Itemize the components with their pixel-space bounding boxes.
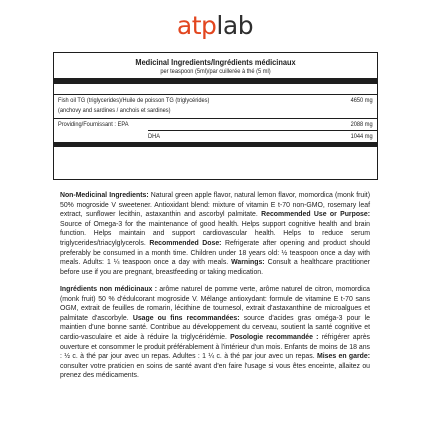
nmi-body: Natural green apple flavor, natural lemon flavor, momordica (monk fruit) 50% mogroside V sweetener. Antioxidant blend: mixture of vitamin E t-70 non-GMO, rosemary leaf extract, sunflower lecithin, astaxanthin and ascorbyl palmitate. — [60, 192, 371, 219]
nmi-heading: Ingrédients non médicinaux : — [60, 286, 157, 293]
dose-heading: Posologie recommandée : — [230, 333, 319, 341]
dose-body: réfrigérer après ouverture et consommer le produit préférablement à l'intérieur d'un mois. Enfants de moins de 18 ans : ½ c. à thé par jour avec un repas. Adultes : 1 ¼ c. à thé par jour avec un repas. — [60, 333, 370, 361]
ingredient-amount: 4650 mg — [350, 97, 373, 104]
ingredient-label: Fish oil TG (triglycerides)/Huile de poisson TG (triglycérides) — [58, 97, 210, 104]
use-body: source d'acides gras oméga-3 pour le maintien d'une bonne santé. Contribue au développement du cerveau, soutient la santé cognitive et cardio-vasculaire et aide à réduire la triglycéridémie. — [60, 314, 370, 341]
warnings-heading: Mises en garde: — [317, 353, 370, 361]
ingredient-row-dha — [58, 131, 373, 142]
ingredient-label: Providing/Fournissant : EPA — [58, 121, 129, 128]
french-paragraph — [60, 285, 370, 381]
panel-title: Medicinal Ingredients/Ingrédients médicinaux — [135, 57, 296, 67]
brand-logo — [0, 11, 430, 41]
use-heading: Usage ou fins recommandées: — [132, 314, 240, 322]
dose-body: Refrigerate after opening and product should preferably be consumed in a month time. Children under 18 years old: ½ teaspoon once a day with meals. Adults: 1 ¼ teaspoon once a day with meals. — [60, 239, 370, 267]
ingredient-amount: 1044 mg — [350, 133, 373, 140]
ingredient-source-note: (anchovy and sardines / anchois et sardines) — [58, 107, 171, 114]
panel-subtitle: per teaspoon (5ml)/par cuillerée à thé (5 ml) — [160, 68, 271, 75]
warnings-heading: Warnings: — [231, 259, 265, 267]
medicinal-ingredients-panel — [53, 52, 378, 180]
warnings-body: consulter votre praticien en soins de santé avant d'en faire l'usage si vous êtes enceinte, allaitez ou prenez des médicaments. — [60, 362, 370, 380]
use-body: Source of Omega-3 for the maintenance of good health. Helps support cognitive health and brain function. Helps maintain and support cardiovascular health. Helps to reduce serum triglycerides/triacylglycerols. — [60, 220, 370, 247]
nmi-heading: Non-Medicinal Ingredients: — [60, 192, 149, 199]
ingredient-amount: 2088 mg — [350, 121, 373, 128]
english-paragraph — [60, 191, 370, 277]
logo-rest-text: lab — [216, 11, 254, 40]
ingredient-row-fish-oil — [58, 95, 373, 106]
warnings-body: Consult a healthcare practitioner before use if you are pregnant, breastfeeding or taking medication. — [60, 259, 370, 276]
nmi-body: arôme naturel de pomme verte, arôme naturel de citron, momordica (monk fruit) 50 % d'édulcorant mogroside V. Mélange antioxydant: formule de vitamine E t-70 sans OGM, extrait de feuilles de romarin, lécithine de tournesol, extrait d'astaxanthine de microalgues et palmitate d'ascorbyle. — [60, 286, 370, 322]
french-label-text — [60, 285, 370, 381]
dose-heading: Recommended Dose: — [149, 239, 222, 247]
heavy-divider — [54, 142, 377, 147]
logo-accent-text: atp — [176, 11, 217, 40]
ingredient-label: DHA — [148, 133, 160, 140]
ingredient-row-epa — [58, 119, 373, 130]
use-heading: Recommended Use or Purpose: — [261, 211, 370, 219]
english-label-text — [60, 191, 370, 277]
